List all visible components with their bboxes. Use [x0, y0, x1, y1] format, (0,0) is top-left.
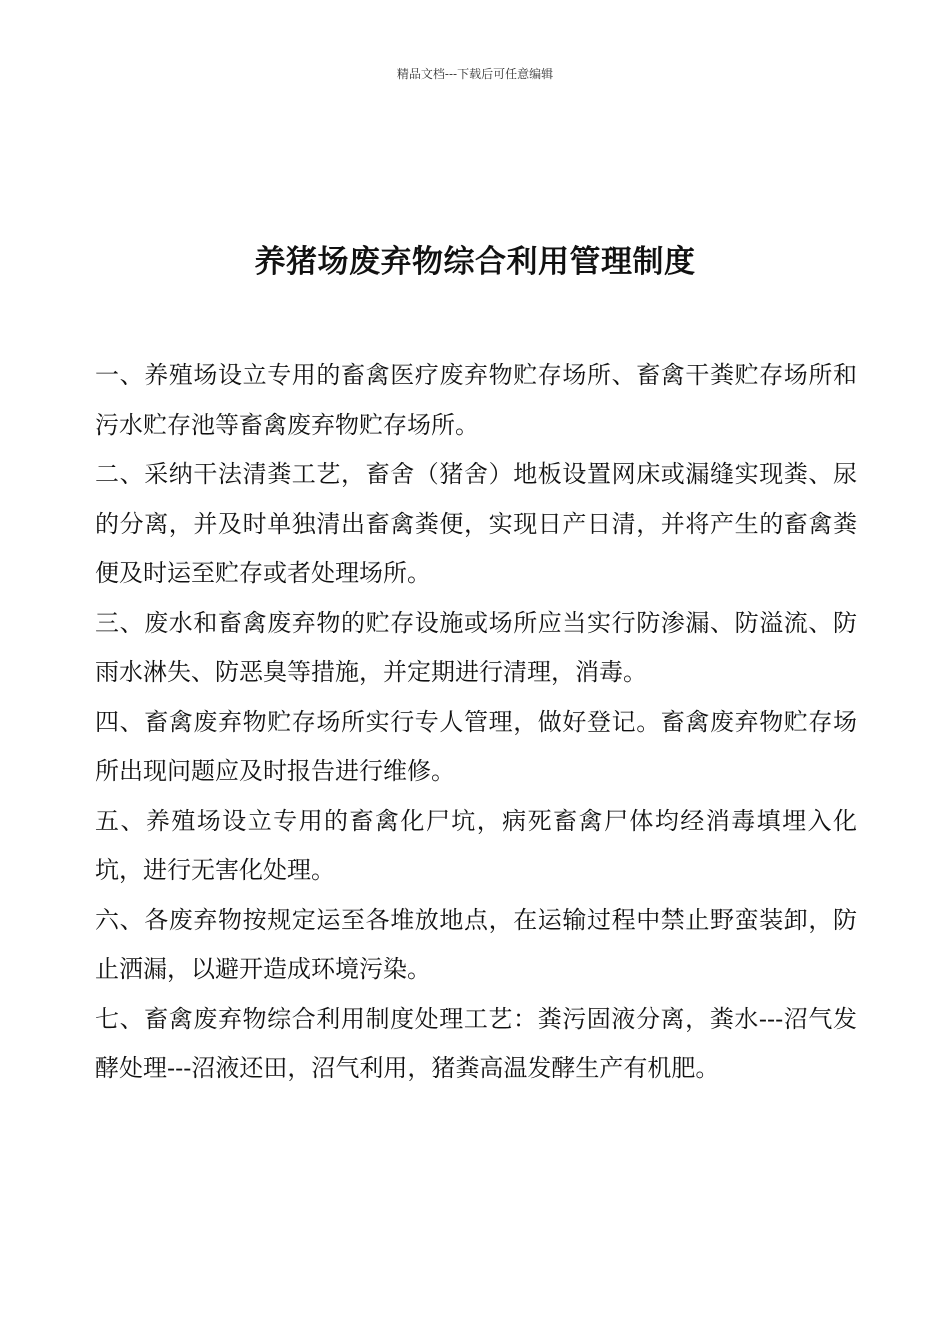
document-body: [95, 351, 857, 1094]
clause-7: 七、畜禽废弃物综合利用制度处理工艺：粪污固液分离，粪水---沼气发酵处理---沼液还田，沼气利用，猪粪高温发酵生产有机肥。: [95, 1004, 857, 1082]
clause-3: 三、废水和畜禽废弃物的贮存设施或场所应当实行防渗漏、防溢流、防雨水淋失、防恶臭等措施，并定期进行清理，消毒。: [95, 608, 857, 686]
header-note: 精品文档---下载后可任意编辑: [396, 67, 554, 81]
clause-5: 五、养殖场设立专用的畜禽化尸坑，病死畜禽尸体均经消毒填埋入化坑，进行无害化处理。: [95, 806, 857, 884]
clause-4: 四、畜禽废弃物贮存场所实行专人管理，做好登记。畜禽废弃物贮存场所出现问题应及时报告进行维修。: [95, 707, 857, 785]
clause-1: 一、养殖场设立专用的畜禽医疗废弃物贮存场所、畜禽干粪贮存场所和污水贮存池等畜禽废弃物贮存场所。: [95, 361, 857, 439]
clause-6: 六、各废弃物按规定运至各堆放地点，在运输过程中禁止野蛮装卸，防止洒漏，以避开造成环境污染。: [95, 905, 857, 983]
document-title: 养猪场废弃物综合利用管理制度: [254, 244, 696, 280]
clause-2: 二、采纳干法清粪工艺，畜舍（猪舍）地板设置网床或漏缝实现粪、尿的分离，并及时单独清出畜禽粪便，实现日产日清，并将产生的畜禽粪便及时运至贮存或者处理场所。: [95, 460, 857, 587]
